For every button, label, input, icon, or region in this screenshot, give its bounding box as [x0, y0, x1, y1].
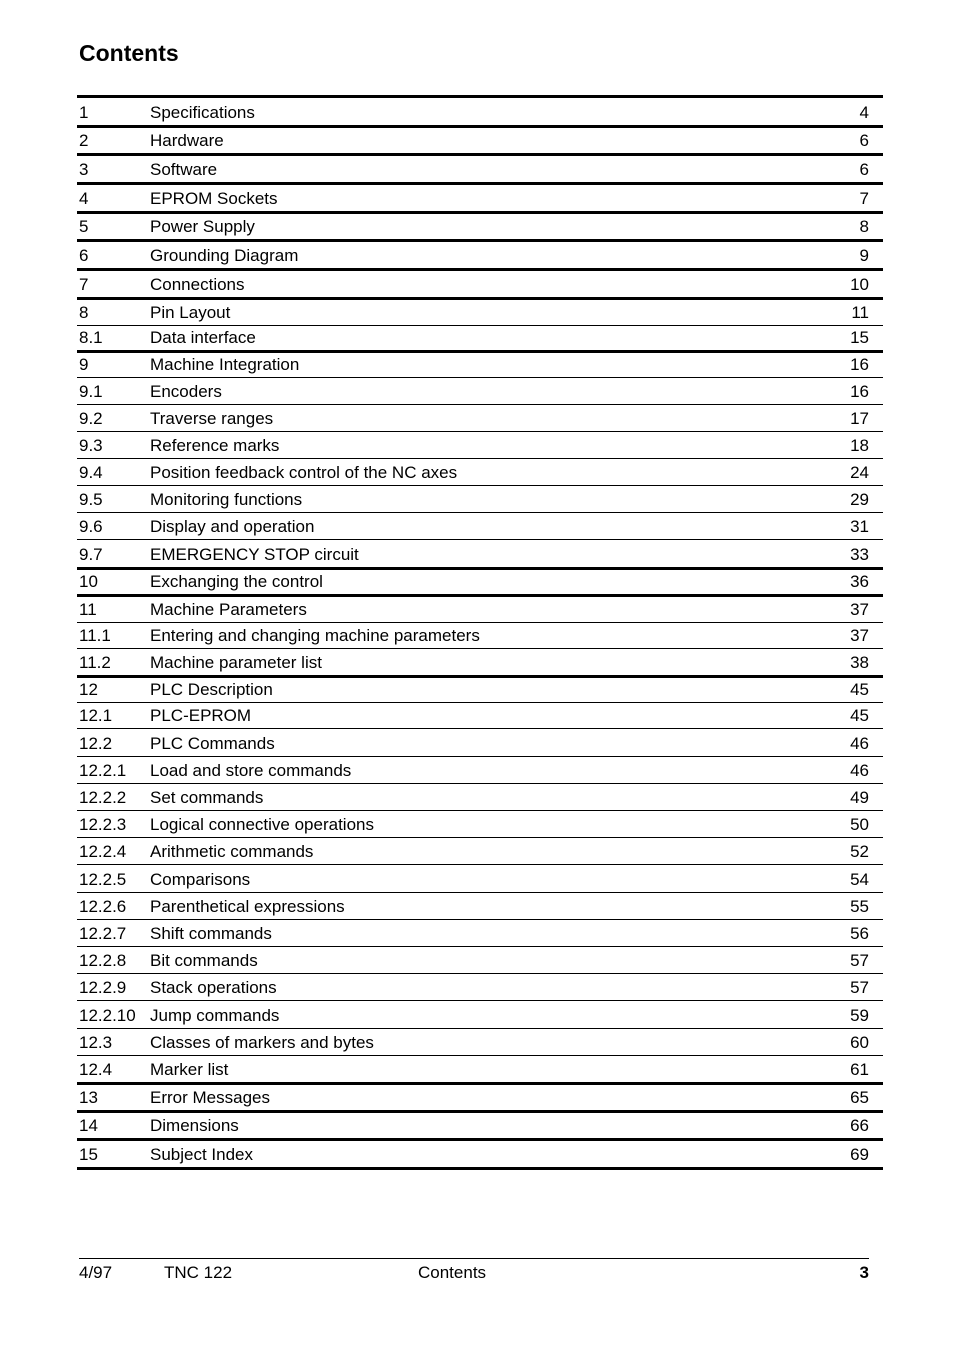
toc-section-title: Specifications [150, 103, 255, 122]
toc-row-13[interactable] [77, 1082, 883, 1110]
toc-section-number: 9.7 [79, 545, 103, 564]
toc-row-12-2-10[interactable] [77, 1000, 883, 1028]
toc-row-12-2-3[interactable] [77, 810, 883, 837]
toc-section-title: Traverse ranges [150, 409, 274, 428]
toc-section-number: 12.2.5 [79, 870, 127, 889]
toc-section-title: Classes of markers and bytes [150, 1033, 374, 1052]
toc-page-number: 52 [850, 842, 869, 861]
toc-section-title: Logical connective operations [150, 815, 374, 834]
toc-row-15[interactable] [77, 1138, 883, 1167]
toc-row-12-4[interactable] [77, 1055, 883, 1082]
toc-row-11-2[interactable] [77, 648, 883, 675]
toc-section-number: 2 [79, 131, 89, 150]
toc-page-number: 69 [850, 1145, 869, 1164]
toc-section-number: 9.1 [79, 382, 103, 401]
toc-row-12-2-8[interactable] [77, 946, 883, 973]
toc-row-7[interactable] [77, 268, 883, 297]
toc-section-number: 9.6 [79, 517, 103, 536]
toc-page-number: 37 [850, 626, 869, 645]
toc-section-number: 9.5 [79, 490, 103, 509]
toc-row-10[interactable] [77, 567, 883, 594]
toc-section-title: Position feedback control of the NC axes [150, 463, 458, 482]
toc-section-title: Error Messages [150, 1088, 270, 1107]
toc-section-title: Display and operation [150, 517, 315, 536]
toc-page-number: 56 [850, 924, 869, 943]
toc-row-1[interactable] [77, 95, 883, 125]
toc-section-title: Machine Parameters [150, 600, 307, 619]
toc-section-number: 7 [79, 275, 89, 294]
toc-row-12-2[interactable] [77, 728, 883, 756]
toc-section-title: Arithmetic commands [150, 842, 314, 861]
toc-page-number: 37 [850, 600, 869, 619]
toc-section-number: 9 [79, 355, 89, 374]
toc-row-8[interactable] [77, 297, 883, 325]
toc-page-number: 10 [850, 275, 869, 294]
toc-section-number: 11.2 [79, 653, 111, 672]
toc-page-number: 57 [850, 951, 869, 970]
toc-section-title: Grounding Diagram [150, 246, 299, 265]
toc-section-number: 12.2.6 [79, 897, 127, 916]
toc-section-title: Jump commands [150, 1006, 280, 1025]
toc-section-number: 9.2 [79, 409, 103, 428]
toc-section-number: 3 [79, 160, 89, 179]
toc-row-12-2-1[interactable] [77, 756, 883, 783]
footer-divider [79, 1258, 869, 1259]
toc-page-number: 9 [859, 246, 869, 265]
toc-section-title: Exchanging the control [150, 572, 323, 591]
toc-page-number: 36 [850, 572, 869, 591]
toc-section-title: PLC Description [150, 680, 273, 699]
footer-section: Contents [418, 1263, 487, 1282]
toc-page-number: 65 [850, 1088, 869, 1107]
page-title: Contents [79, 40, 179, 66]
toc-row-9-7[interactable] [77, 539, 883, 567]
toc-page-number: 61 [850, 1060, 869, 1079]
toc-page-number: 16 [850, 382, 869, 401]
toc-row-6[interactable] [77, 239, 883, 268]
toc-page-number: 49 [850, 788, 869, 807]
toc-section-number: 9.4 [79, 463, 103, 482]
toc-page-number: 45 [850, 706, 869, 725]
toc-section-number: 11.1 [79, 626, 111, 645]
toc-section-number: 12.4 [79, 1060, 113, 1079]
toc-section-number: 1 [79, 103, 89, 122]
toc-section-title: Set commands [150, 788, 264, 807]
toc-page-number: 29 [850, 490, 869, 509]
toc-row-12-2-6[interactable] [77, 892, 883, 919]
toc-section-title: Parenthetical expressions [150, 897, 345, 916]
toc-page-number: 11 [851, 303, 869, 322]
toc-section-title: Machine parameter list [150, 653, 322, 672]
toc-bottom-rule [77, 1167, 883, 1170]
toc-section-title: Entering and changing machine parameters [150, 626, 480, 645]
toc-section-title: PLC Commands [150, 734, 275, 753]
toc-row-14[interactable] [77, 1110, 883, 1138]
toc-section-title: Comparisons [150, 870, 251, 889]
toc-section-number: 13 [79, 1088, 98, 1107]
toc-row-4[interactable] [77, 182, 883, 211]
toc-section-number: 12.2.4 [79, 842, 127, 861]
toc-section-title: Encoders [150, 382, 222, 401]
toc-section-title: Stack operations [150, 978, 277, 997]
toc-page-number: 24 [850, 463, 869, 482]
table-of-contents [77, 95, 883, 1170]
toc-row-12-2-9[interactable] [77, 973, 883, 1000]
toc-section-number: 12.2.1 [79, 761, 127, 780]
toc-row-12-3[interactable] [77, 1028, 883, 1055]
toc-section-number: 14 [79, 1116, 98, 1135]
toc-page-number: 15 [850, 328, 869, 347]
toc-section-number: 12.2.10 [79, 1006, 136, 1025]
footer-date: 4/97 [79, 1263, 113, 1282]
toc-section-number: 4 [79, 189, 89, 208]
toc-row-12[interactable] [77, 675, 883, 702]
toc-section-title: Software [150, 160, 218, 179]
toc-row-12-1[interactable] [77, 702, 883, 728]
toc-page-number: 17 [850, 409, 869, 428]
toc-section-title: Marker list [150, 1060, 229, 1079]
toc-section-number: 12.1 [79, 706, 113, 725]
toc-section-number: 8.1 [79, 328, 103, 347]
toc-row-9-3[interactable] [77, 431, 883, 458]
toc-page-number: 38 [850, 653, 869, 672]
toc-row-11[interactable] [77, 594, 883, 622]
toc-row-2[interactable] [77, 125, 883, 153]
toc-page-number: 46 [850, 734, 869, 753]
toc-row-12-2-5[interactable] [77, 864, 883, 892]
toc-page-number: 50 [850, 815, 869, 834]
toc-section-number: 12.2.3 [79, 815, 127, 834]
toc-section-title: PLC-EPROM [150, 706, 252, 725]
toc-section-number: 10 [79, 572, 98, 591]
toc-section-title: Monitoring functions [150, 490, 303, 509]
toc-section-title: Shift commands [150, 924, 272, 943]
toc-page-number: 18 [850, 436, 869, 455]
toc-page-number: 7 [859, 189, 869, 208]
toc-section-title: Data interface [150, 328, 256, 347]
toc-section-number: 9.3 [79, 436, 103, 455]
toc-page-number: 16 [850, 355, 869, 374]
toc-page-number: 59 [850, 1006, 869, 1025]
toc-page-number: 31 [850, 517, 869, 536]
toc-page-number: 60 [850, 1033, 869, 1052]
toc-row-9-6[interactable] [77, 512, 883, 539]
footer-page-number: 3 [859, 1263, 869, 1282]
toc-page-number: 57 [850, 978, 869, 997]
toc-row-8-1[interactable] [77, 325, 883, 350]
toc-row-9-4[interactable] [77, 458, 883, 485]
toc-section-number: 15 [79, 1145, 98, 1164]
toc-section-number: 12.2.7 [79, 924, 127, 943]
toc-row-3[interactable] [77, 153, 883, 182]
toc-page-number: 45 [850, 680, 869, 699]
toc-page-number: 8 [859, 217, 869, 236]
toc-section-number: 8 [79, 303, 89, 322]
toc-page-number: 46 [850, 761, 869, 780]
toc-section-title: Bit commands [150, 951, 258, 970]
toc-section-title: Connections [150, 275, 245, 294]
toc-section-number: 12.2.2 [79, 788, 127, 807]
toc-section-number: 6 [79, 246, 89, 265]
toc-page-number: 4 [859, 103, 869, 122]
toc-section-title: EPROM Sockets [150, 189, 278, 208]
toc-section-number: 5 [79, 217, 89, 236]
toc-page-number: 54 [850, 870, 869, 889]
toc-page-number: 33 [850, 545, 869, 564]
toc-section-title: EMERGENCY STOP circuit [150, 545, 359, 564]
toc-row-9-5[interactable] [77, 485, 883, 512]
toc-page-number: 55 [850, 897, 869, 916]
toc-section-number: 12 [79, 680, 98, 699]
toc-section-title: Power Supply [150, 217, 255, 236]
toc-section-number: 11 [79, 600, 97, 619]
toc-section-title: Hardware [150, 131, 224, 150]
toc-section-number: 12.2.9 [79, 978, 127, 997]
toc-page-number: 6 [859, 131, 869, 150]
toc-section-number: 12.3 [79, 1033, 113, 1052]
toc-row-12-2-7[interactable] [77, 919, 883, 946]
toc-section-title: Reference marks [150, 436, 280, 455]
toc-row-9-1[interactable] [77, 377, 883, 404]
toc-section-title: Subject Index [150, 1145, 254, 1164]
toc-row-5[interactable] [77, 211, 883, 239]
toc-section-title: Machine Integration [150, 355, 300, 374]
toc-section-title: Pin Layout [150, 303, 231, 322]
toc-row-12-2-2[interactable] [77, 783, 883, 810]
toc-section-number: 12.2.8 [79, 951, 127, 970]
toc-section-title: Load and store commands [150, 761, 352, 780]
toc-page-number: 6 [859, 160, 869, 179]
toc-section-number: 12.2 [79, 734, 113, 753]
toc-row-12-2-4[interactable] [77, 837, 883, 864]
footer-model: TNC 122 [164, 1263, 233, 1282]
toc-section-title: Dimensions [150, 1116, 239, 1135]
toc-row-11-1[interactable] [77, 622, 883, 648]
toc-page-number: 66 [850, 1116, 869, 1135]
toc-row-9[interactable] [77, 350, 883, 377]
toc-row-9-2[interactable] [77, 404, 883, 431]
